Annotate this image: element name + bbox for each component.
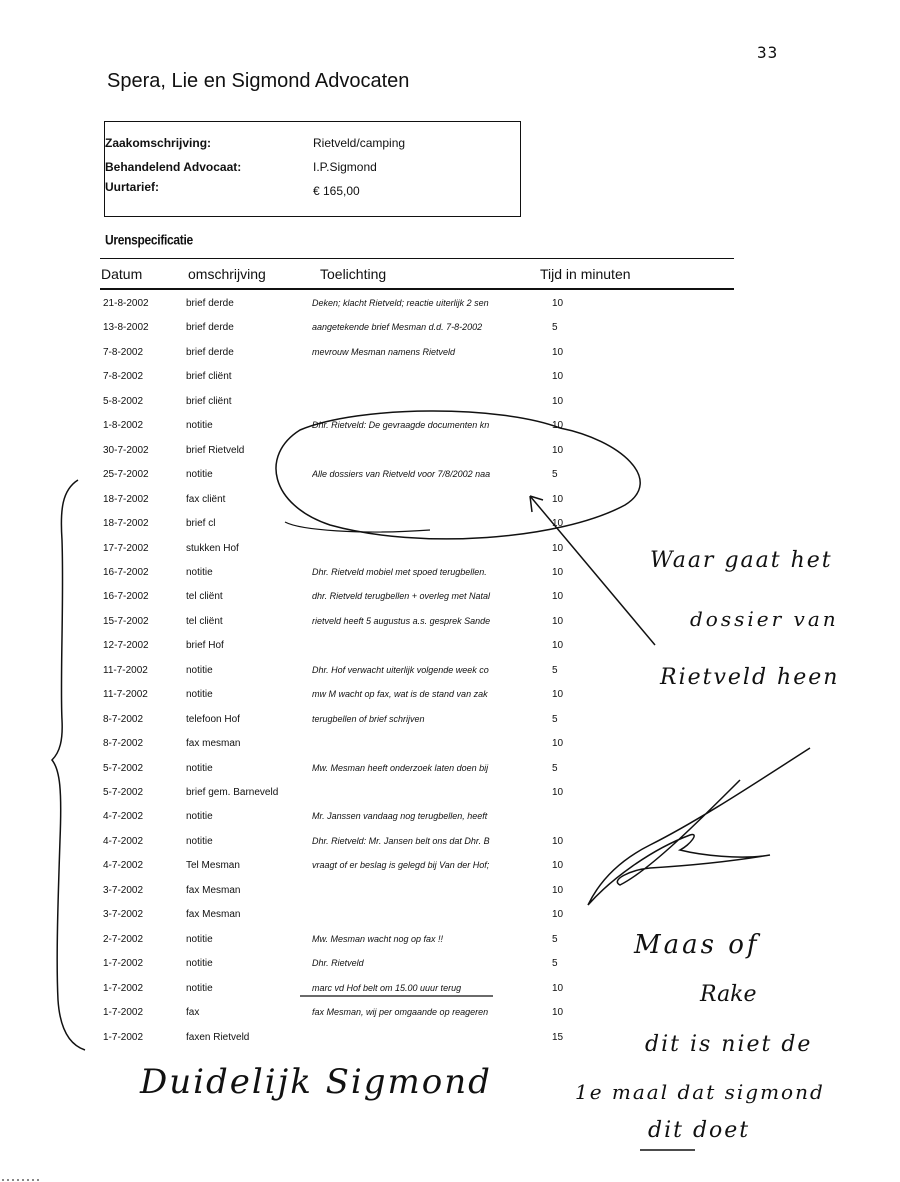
entry-explanation: Dhr. Hof verwacht uiterlijk volgende week co [312,664,489,675]
entry-date: 5-8-2002 [103,395,144,407]
entry-explanation: marc vd Hof belt om 15.00 uuur terug [312,982,462,993]
entry-description: brief cl [186,518,216,529]
handwritten-note-line: Rietveld heen [660,665,840,690]
header-time-minutes: Tijd in minuten [540,266,631,282]
handwritten-note-line: 1e maal dat sigmond [575,1080,825,1104]
entry-date: 18-7-2002 [103,493,149,505]
entry-minutes: 10 [552,493,564,505]
entry-description: fax mesman [186,738,241,750]
entry-explanation: Mr. Janssen vandaag nog terugbellen, heeft [312,811,488,822]
case-rate-label: Uurtarief: [105,180,160,194]
entry-date: 8-7-2002 [103,738,144,750]
firm-title: Spera, Lie en Sigmond Advocaten [107,70,410,92]
entry-date: 13-8-2002 [103,322,149,334]
entry-minutes: 5 [552,762,558,774]
handwritten-note-line: Waar gaat het [650,548,833,573]
entry-explanation: dhr. Rietveld terugbellen + overleg met Natal [312,591,491,602]
entry-explanation: fax Mesman, wij per omgaande op reageren [312,1007,489,1017]
entry-explanation: Alle dossiers van Rietveld voor 7/8/2002 naa [312,469,491,480]
entry-minutes: 10 [552,591,564,603]
handwritten-signature: Duidelijk Sigmond [140,1062,492,1102]
entry-description: notitie [186,933,213,945]
entry-description: fax cliënt [186,493,226,505]
table-row [0,714,900,738]
table-row [0,811,900,835]
header-date: Datum [101,266,143,282]
entry-explanation: Mw. Mesman wacht nog op fax !! [312,933,444,944]
entry-minutes: 10 [552,420,564,432]
entry-date: 16-7-2002 [103,591,149,603]
entry-date: 18-7-2002 [103,518,149,529]
table-row [0,298,900,322]
entry-minutes: 10 [552,444,564,456]
entry-minutes: 10 [552,909,564,921]
entry-minutes: 5 [552,322,558,334]
entry-minutes: 10 [552,371,564,383]
entry-minutes: 10 [552,982,564,994]
case-description-value: Rietveld/camping [313,136,406,150]
header-description: omschrijving [188,266,266,282]
table-row [0,763,900,787]
entry-minutes: 10 [552,738,564,750]
entry-description: brief cliënt [186,395,232,407]
entry-minutes: 5 [552,469,558,481]
entry-explanation: Dhr. Rietveld [312,958,364,969]
table-row [0,396,900,420]
entry-explanation: Deken; klacht Rietveld; reactie uiterlijk 2 sen [312,298,489,308]
table-row [0,860,900,884]
table-row [0,469,900,493]
handwritten-note-line: dit is niet de [645,1032,813,1057]
entry-explanation: terugbellen of brief schrijven [312,713,425,724]
table-row [0,909,900,933]
entry-date: 17-7-2002 [103,542,149,554]
entry-description: brief Hof [186,640,224,652]
table-row [0,1007,900,1031]
table-row [0,420,900,444]
entry-description: tel cliënt [186,615,223,627]
table-row [0,836,900,860]
entry-explanation: mw M wacht op fax, wat is de stand van zak [312,689,488,700]
entry-description: notitie [186,811,213,823]
entry-date: 1-7-2002 [103,982,144,994]
entry-minutes: 10 [552,518,564,529]
entry-description: faxen Rietveld [186,1031,250,1043]
table-row [0,445,900,469]
entry-date: 4-7-2002 [103,860,144,872]
page-number: 33 [757,43,779,62]
table-row [0,738,900,762]
entry-date: 15-7-2002 [103,615,149,627]
entry-description: fax Mesman [186,884,241,896]
entry-date: 12-7-2002 [103,640,149,652]
table-row [0,494,900,518]
entry-date: 3-7-2002 [103,884,144,896]
entry-date: 8-7-2002 [103,713,144,725]
table-row [0,885,900,909]
entry-date: 4-7-2002 [103,811,144,823]
table-header [100,258,734,290]
entry-minutes: 10 [552,689,564,701]
case-lawyer-label: Behandelend Advocaat: [105,160,242,174]
entry-minutes: 15 [552,1031,564,1043]
entry-minutes: 5 [552,958,558,970]
table-row [0,983,900,1007]
entry-minutes: 10 [552,640,564,652]
entry-date: 11-7-2002 [103,689,148,701]
table-row [0,347,900,371]
entry-description: fax Mesman [186,909,241,921]
entry-description: fax [186,1007,200,1018]
entry-explanation: Dhr. Rietveld: De gevraagde documenten kn [312,420,490,431]
entry-date: 21-8-2002 [103,298,149,309]
entry-date: 7-8-2002 [103,346,144,358]
entry-date: 11-7-2002 [103,664,148,676]
entry-description: brief derde [186,298,234,309]
table-row [0,322,900,346]
entry-minutes: 10 [552,860,564,872]
handwritten-note-line: Rake [700,982,757,1007]
entry-description: notitie [186,567,213,578]
table-row [0,934,900,958]
entry-explanation: Dhr. Rietveld mobiel met spoed terugbellen. [312,567,487,577]
entry-date: 30-7-2002 [103,444,149,456]
entry-description: brief derde [186,346,234,358]
entry-description: brief Rietveld [186,444,245,456]
table-row [0,640,900,664]
entry-description: stukken Hof [186,542,239,554]
entry-minutes: 10 [552,542,564,554]
entry-date: 7-8-2002 [103,371,144,383]
table-row [0,371,900,395]
entry-date: 1-8-2002 [103,420,144,432]
entry-description: notitie [186,762,213,774]
entry-date: 5-7-2002 [103,762,144,774]
entry-minutes: 10 [552,615,564,627]
table-row [0,689,900,713]
entry-minutes: 10 [552,884,564,896]
entry-minutes: 5 [552,713,558,725]
entry-description: notitie [186,958,213,970]
entry-explanation: mevrouw Mesman namens Rietveld [312,346,456,357]
entry-date: 25-7-2002 [103,469,149,481]
entry-explanation: aangetekende brief Mesman d.d. 7-8-2002 [312,322,483,333]
entry-minutes: 10 [552,346,564,358]
entry-description: notitie [186,689,213,701]
entry-description: telefoon Hof [186,713,240,725]
entry-description: Tel Mesman [186,860,240,872]
entry-explanation: Dhr. Rietveld: Mr. Jansen belt ons dat Dhr. B [312,835,490,846]
entry-date: 1-7-2002 [103,1031,144,1043]
entry-date: 4-7-2002 [103,835,144,847]
entry-minutes: 5 [552,933,558,945]
case-description-label: Zaakomschrijving: [105,136,212,150]
table-row [0,787,900,811]
entry-description: notitie [186,835,213,847]
section-title: Urenspecificatie [105,231,193,249]
entry-date: 2-7-2002 [103,933,144,945]
entry-minutes: 5 [552,664,558,676]
case-info-box [104,121,521,217]
entry-minutes: 10 [552,787,564,798]
case-lawyer-value: I.P.Sigmond [313,160,377,174]
entry-minutes: 10 [552,835,564,847]
entry-description: notitie [186,664,213,676]
entry-date: 3-7-2002 [103,909,144,921]
entry-date: 1-7-2002 [103,1007,144,1018]
entry-explanation: vraagt of er beslag is gelegd bij Van der Hof; [312,860,490,871]
entry-description: brief cliënt [186,371,232,383]
entry-description: notitie [186,982,213,994]
entry-date: 1-7-2002 [103,958,144,970]
case-rate-value: € 165,00 [313,184,360,198]
header-explanation: Toelichting [320,266,387,282]
entry-description: notitie [186,469,213,481]
table-row [0,958,900,982]
entry-minutes: 10 [552,567,564,578]
entry-date: 16-7-2002 [103,567,149,578]
entry-minutes: 10 [552,298,564,309]
entry-description: notitie [186,420,213,432]
entry-description: brief derde [186,322,234,334]
handwritten-note-line: dit doet [648,1118,751,1143]
entry-minutes: 10 [552,395,564,407]
entry-explanation: rietveld heeft 5 augustus a.s. gesprek Sande [312,615,491,626]
entry-explanation: Mw. Mesman heeft onderzoek laten doen bij [312,762,489,773]
handwritten-note-line: dossier van [690,607,839,631]
table-row [0,518,900,542]
handwritten-note-line: Maas of [634,930,760,960]
entry-date: 5-7-2002 [103,787,144,798]
entry-minutes: 10 [552,1007,564,1018]
entry-description: brief gem. Barneveld [186,787,279,798]
entry-description: tel cliënt [186,591,223,603]
